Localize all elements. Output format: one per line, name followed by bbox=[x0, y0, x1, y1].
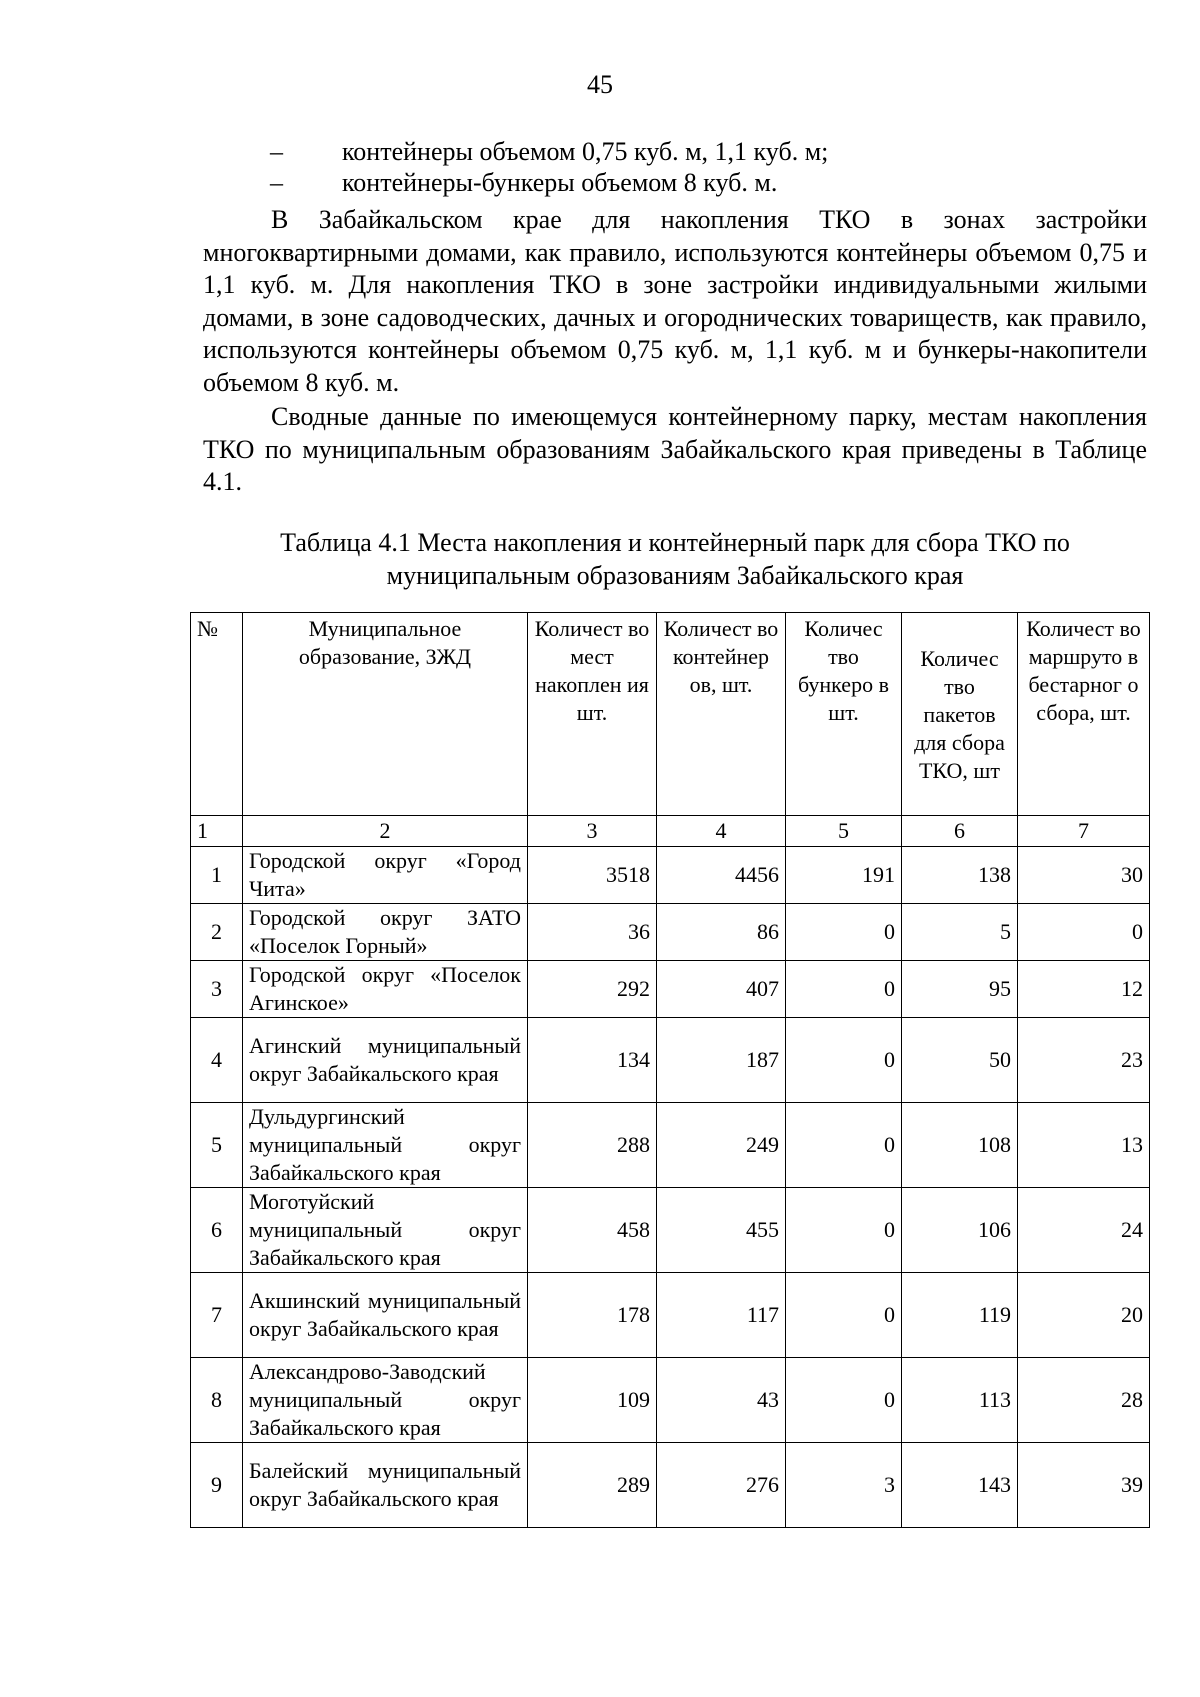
routes-count: 23 bbox=[1018, 1018, 1150, 1103]
row-number: 8 bbox=[191, 1358, 243, 1443]
bunkers-count: 0 bbox=[786, 961, 902, 1018]
municipality-name: Балейский муниципальный округ Забайкальского края bbox=[243, 1443, 528, 1528]
municipality-name: Городской округ «Поселок Агинское» bbox=[243, 961, 528, 1018]
row-number: 4 bbox=[191, 1018, 243, 1103]
row-number: 6 bbox=[191, 1188, 243, 1273]
column-number: 1 bbox=[191, 816, 243, 847]
routes-count: 30 bbox=[1018, 847, 1150, 904]
municipality-name: Александрово-Заводский муниципальный округ Забайкальского края bbox=[243, 1358, 528, 1443]
municipality-name: Агинский муниципальный округ Забайкальского края bbox=[243, 1018, 528, 1103]
header-cell-places: Количест во мест накоплен ия шт. bbox=[528, 613, 657, 816]
table-row bbox=[191, 904, 1150, 961]
column-number: 5 bbox=[786, 816, 902, 847]
header-cell-municipality: Муниципальное образование, ЗЖД bbox=[243, 613, 528, 816]
routes-count: 20 bbox=[1018, 1273, 1150, 1358]
body-paragraph bbox=[203, 204, 1147, 399]
header-cell-packages: Количес тво пакетов для сбора ТКО, шт bbox=[902, 613, 1018, 816]
packages-count: 5 bbox=[902, 904, 1018, 961]
row-number: 7 bbox=[191, 1273, 243, 1358]
header-cell-routes: Количест во маршруто в бестарног о сбора, шт. bbox=[1018, 613, 1150, 816]
table-caption bbox=[203, 526, 1147, 592]
table-row bbox=[191, 847, 1150, 904]
bullet-list bbox=[270, 136, 828, 198]
packages-count: 108 bbox=[902, 1103, 1018, 1188]
table-header-row bbox=[191, 613, 1150, 816]
containers-count: 276 bbox=[657, 1443, 786, 1528]
containers-count: 86 bbox=[657, 904, 786, 961]
bunkers-count: 0 bbox=[786, 1273, 902, 1358]
column-number: 3 bbox=[528, 816, 657, 847]
bunkers-count: 0 bbox=[786, 1188, 902, 1273]
row-number: 1 bbox=[191, 847, 243, 904]
municipality-name: Акшинский муниципальный округ Забайкальского края bbox=[243, 1273, 528, 1358]
packages-count: 50 bbox=[902, 1018, 1018, 1103]
header-cell-bunkers: Количес тво бункеро в шт. bbox=[786, 613, 902, 816]
paragraph-text: В Забайкальском крае для накопления ТКО в зонах застройки многоквартирными домами, как правило, используются контейнеры объемом 0,75 и 1,1 куб. м. Для накопления ТКО в зоне застройки индивидуальными жилыми домами, в зоне садоводческих, дачных и огороднических товариществ, как правило, используются контейнеры объемом 0,75 куб. м, 1,1 куб. м и бункеры-накопители объемом 8 куб. м. bbox=[203, 205, 1147, 397]
page-number: 45 bbox=[587, 70, 613, 99]
containers-count: 455 bbox=[657, 1188, 786, 1273]
column-number-row bbox=[191, 816, 1150, 847]
containers-count: 117 bbox=[657, 1273, 786, 1358]
body-paragraph bbox=[203, 401, 1147, 499]
table-row bbox=[191, 1103, 1150, 1188]
places-count: 292 bbox=[528, 961, 657, 1018]
places-count: 458 bbox=[528, 1188, 657, 1273]
bunkers-count: 0 bbox=[786, 904, 902, 961]
column-number: 2 bbox=[243, 816, 528, 847]
header-cell-containers: Количест во контейнер ов, шт. bbox=[657, 613, 786, 816]
packages-count: 138 bbox=[902, 847, 1018, 904]
table-row bbox=[191, 1018, 1150, 1103]
bunkers-count: 0 bbox=[786, 1018, 902, 1103]
places-count: 36 bbox=[528, 904, 657, 961]
packages-count: 113 bbox=[902, 1358, 1018, 1443]
places-count: 289 bbox=[528, 1443, 657, 1528]
routes-count: 39 bbox=[1018, 1443, 1150, 1528]
places-count: 288 bbox=[528, 1103, 657, 1188]
bullet-dash: – bbox=[270, 137, 283, 166]
packages-count: 119 bbox=[902, 1273, 1018, 1358]
column-number: 7 bbox=[1018, 816, 1150, 847]
bullet-text: контейнеры-бункеры объемом 8 куб. м. bbox=[342, 168, 778, 197]
places-count: 178 bbox=[528, 1273, 657, 1358]
table-caption-line: Таблица 4.1 Места накопления и контейнерный парк для сбора ТКО по bbox=[280, 528, 1070, 557]
table-row bbox=[191, 1273, 1150, 1358]
routes-count: 13 bbox=[1018, 1103, 1150, 1188]
bunkers-count: 3 bbox=[786, 1443, 902, 1528]
municipality-name: Городской округ ЗАТО «Поселок Горный» bbox=[243, 904, 528, 961]
containers-count: 4456 bbox=[657, 847, 786, 904]
column-number: 4 bbox=[657, 816, 786, 847]
row-number: 5 bbox=[191, 1103, 243, 1188]
bunkers-count: 191 bbox=[786, 847, 902, 904]
header-cell-number: № bbox=[191, 613, 243, 816]
municipality-name: Городской округ «Город Чита» bbox=[243, 847, 528, 904]
containers-count: 187 bbox=[657, 1018, 786, 1103]
bunkers-count: 0 bbox=[786, 1103, 902, 1188]
table-row bbox=[191, 961, 1150, 1018]
column-number: 6 bbox=[902, 816, 1018, 847]
bullet-item bbox=[270, 136, 828, 167]
routes-count: 28 bbox=[1018, 1358, 1150, 1443]
table-row bbox=[191, 1443, 1150, 1528]
containers-count: 249 bbox=[657, 1103, 786, 1188]
paragraph-text: Сводные данные по имеющемуся контейнерному парку, местам накопления ТКО по муниципальным образованиям Забайкальского края приведены в Таблице 4.1. bbox=[203, 402, 1147, 496]
containers-count: 407 bbox=[657, 961, 786, 1018]
row-number: 3 bbox=[191, 961, 243, 1018]
routes-count: 0 bbox=[1018, 904, 1150, 961]
places-count: 109 bbox=[528, 1358, 657, 1443]
routes-count: 12 bbox=[1018, 961, 1150, 1018]
routes-count: 24 bbox=[1018, 1188, 1150, 1273]
table-row bbox=[191, 1188, 1150, 1273]
municipality-name: Моготуйский муниципальный округ Забайкальского края bbox=[243, 1188, 528, 1273]
places-count: 134 bbox=[528, 1018, 657, 1103]
table-caption-line: муниципальным образованиям Забайкальского края bbox=[386, 561, 964, 590]
packages-count: 95 bbox=[902, 961, 1018, 1018]
table-row bbox=[191, 1358, 1150, 1443]
municipality-name: Дульдургинский муниципальный округ Забайкальского края bbox=[243, 1103, 528, 1188]
places-count: 3518 bbox=[528, 847, 657, 904]
data-table bbox=[190, 612, 1150, 1528]
containers-count: 43 bbox=[657, 1358, 786, 1443]
bullet-text: контейнеры объемом 0,75 куб. м, 1,1 куб. м; bbox=[342, 137, 829, 166]
packages-count: 106 bbox=[902, 1188, 1018, 1273]
row-number: 9 bbox=[191, 1443, 243, 1528]
bullet-dash: – bbox=[270, 168, 283, 197]
packages-count: 143 bbox=[902, 1443, 1018, 1528]
row-number: 2 bbox=[191, 904, 243, 961]
bunkers-count: 0 bbox=[786, 1358, 902, 1443]
bullet-item bbox=[270, 167, 828, 198]
